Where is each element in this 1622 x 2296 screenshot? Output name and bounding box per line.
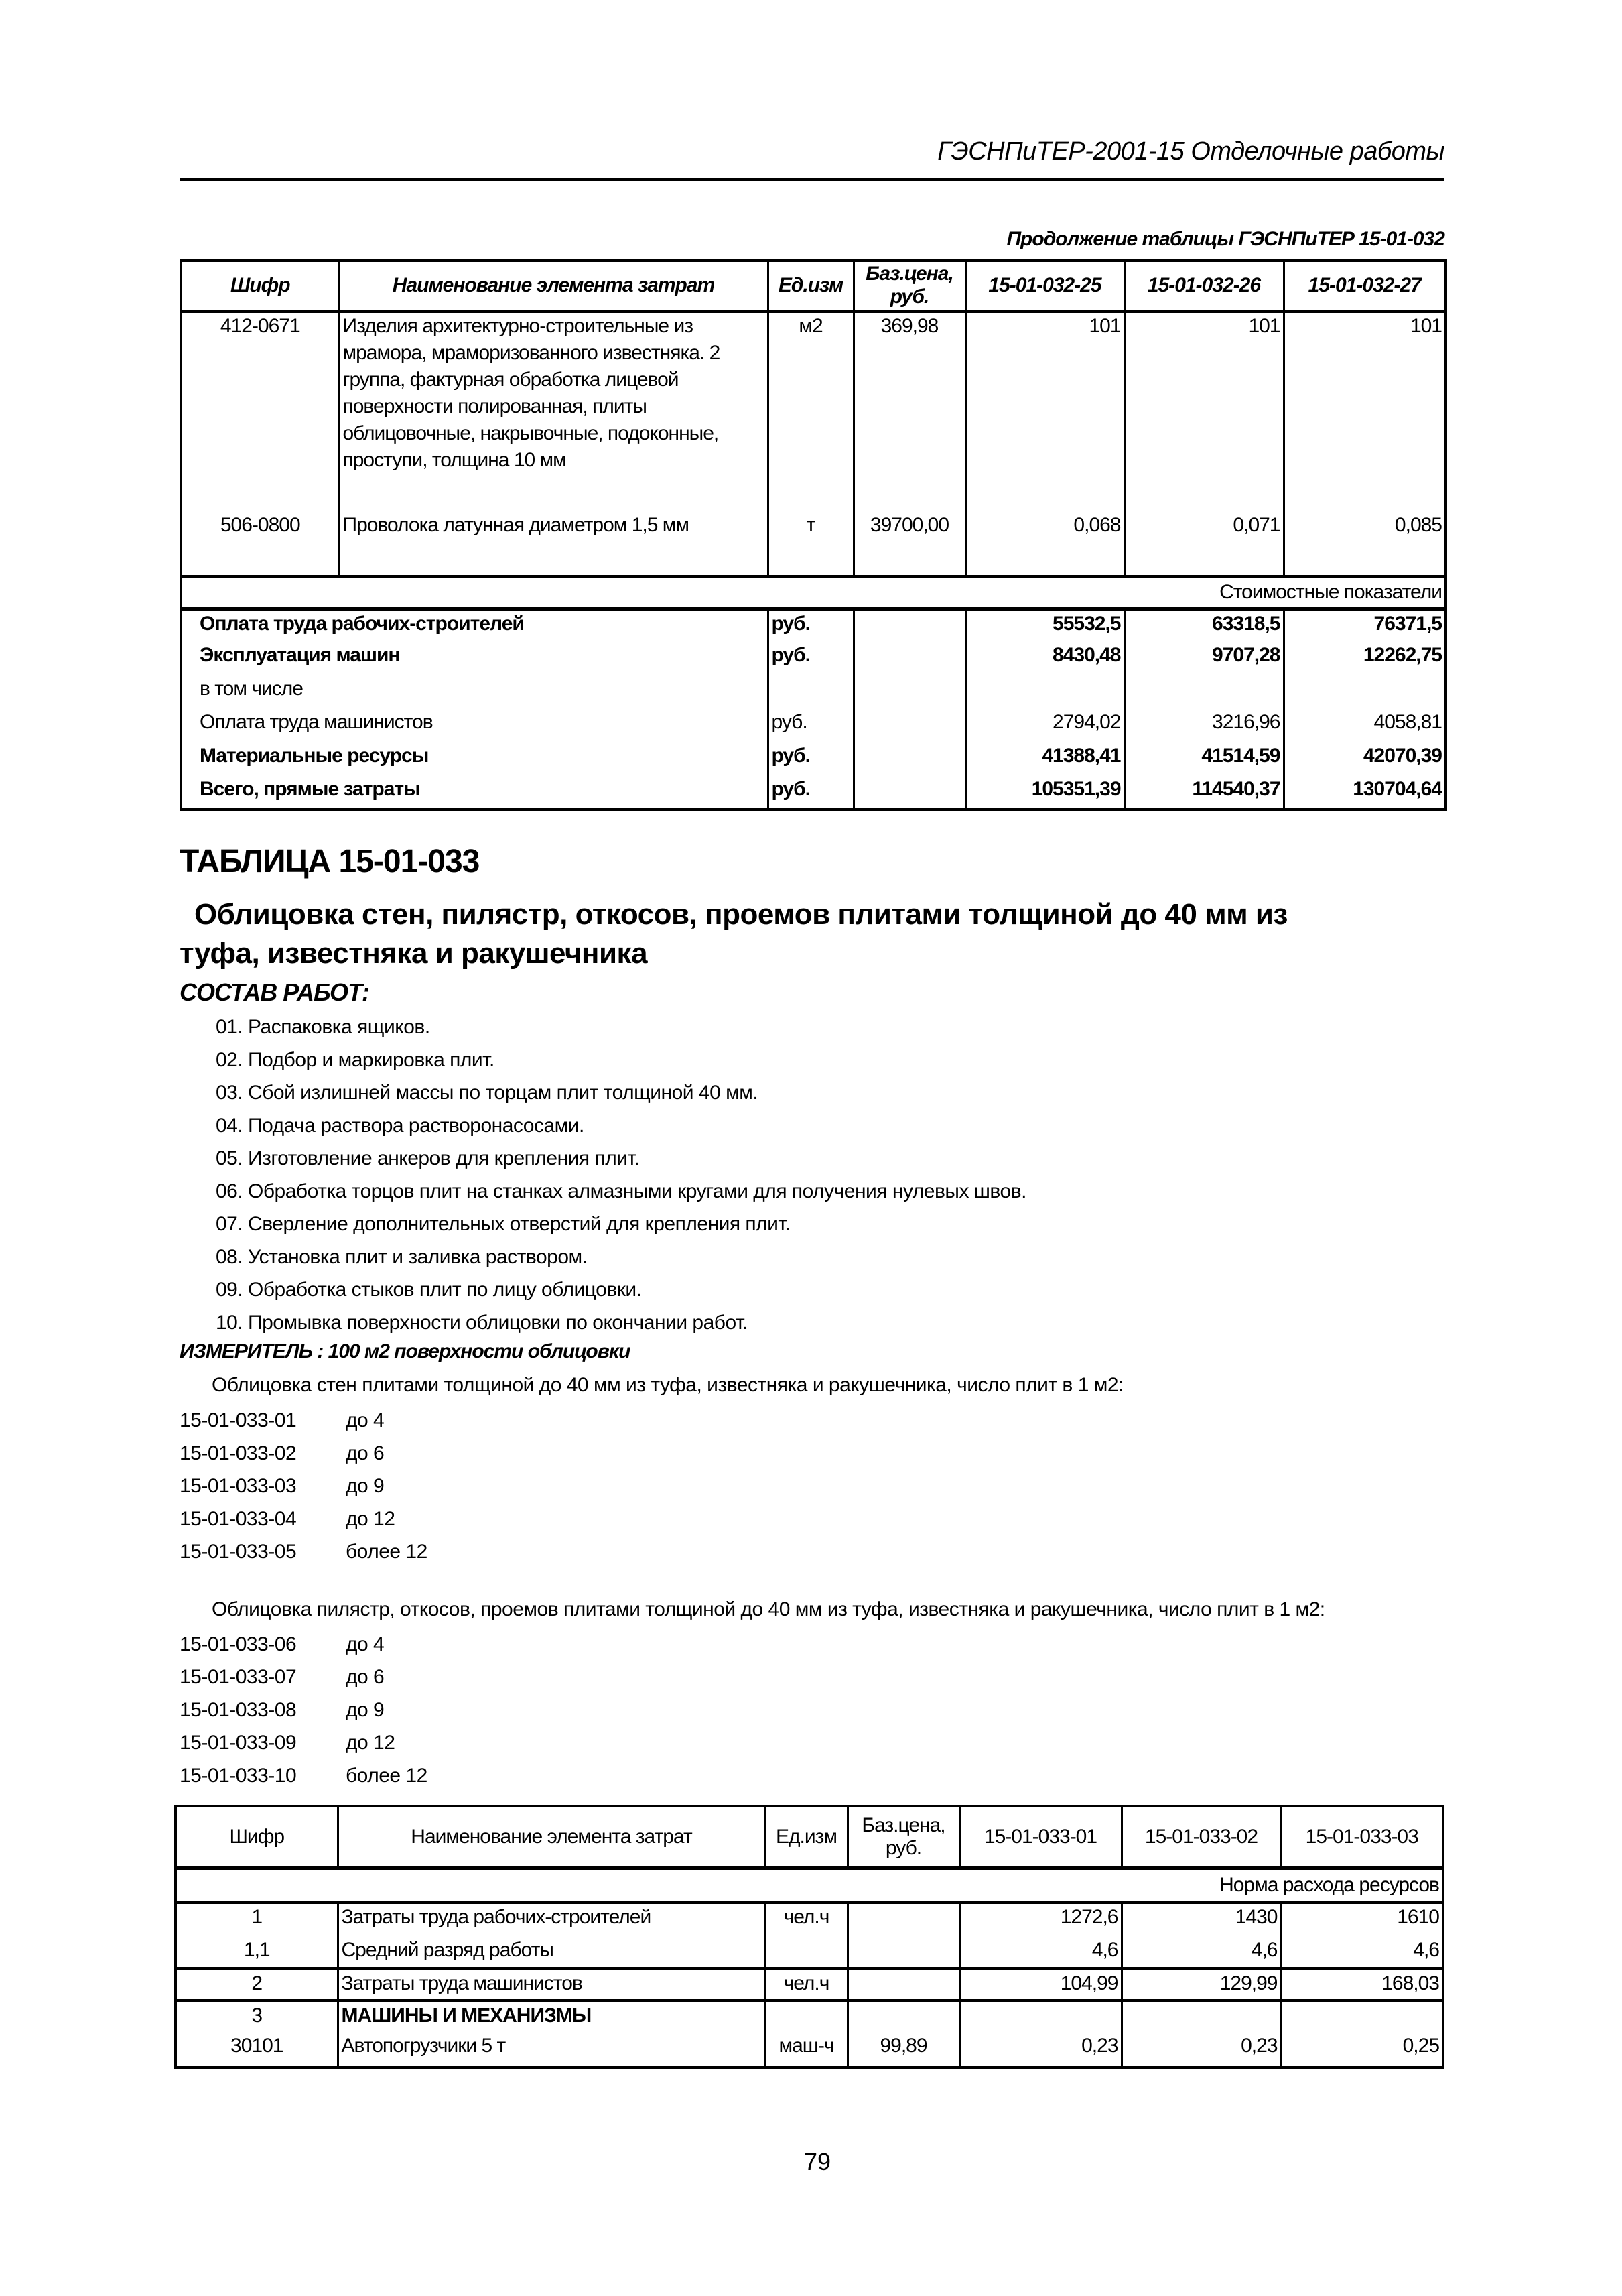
cell-price bbox=[848, 1937, 959, 1968]
col-header: Баз.цена, руб. bbox=[854, 261, 965, 311]
cell-code: 1 bbox=[176, 1902, 338, 1937]
cost-value: 3216,96 bbox=[1124, 709, 1284, 743]
cost-value: 41388,41 bbox=[965, 743, 1124, 776]
cell-unit: м2 bbox=[768, 311, 854, 512]
cost-value: 8430,48 bbox=[965, 642, 1124, 676]
cost-value: 55532,5 bbox=[965, 609, 1124, 642]
cell-unit bbox=[765, 1937, 848, 1968]
work-item: 05. Изготовление анкеров для крепления плит. bbox=[216, 1147, 640, 1169]
code-range: более 12 bbox=[346, 1541, 427, 1563]
col-header: Ед.изм bbox=[768, 261, 854, 311]
cell-value: 129,99 bbox=[1122, 1968, 1281, 2000]
cell-value: 101 bbox=[1284, 311, 1446, 512]
cost-unit: руб. bbox=[768, 609, 854, 642]
cost-value: 105351,39 bbox=[965, 776, 1124, 810]
cost-price bbox=[854, 776, 965, 810]
cell-value: 0,085 bbox=[1284, 512, 1446, 576]
cell-value: 0,23 bbox=[1122, 2033, 1281, 2067]
cell-value bbox=[1281, 2000, 1443, 2033]
col-header: 15-01-032-26 bbox=[1124, 261, 1284, 311]
code: 15-01-033-07 bbox=[180, 1666, 297, 1688]
code-range: до 6 bbox=[346, 1666, 385, 1688]
table-row bbox=[176, 1937, 1443, 1968]
col-header: 15-01-033-02 bbox=[1122, 1806, 1281, 1868]
code: 15-01-033-01 bbox=[180, 1409, 297, 1431]
cell-price: 99,89 bbox=[848, 2033, 959, 2067]
measure-unit: ИЗМЕРИТЕЛЬ : 100 м2 поверхности облицовки bbox=[180, 1340, 630, 1362]
cost-value bbox=[965, 676, 1124, 709]
cell-price bbox=[848, 2000, 959, 2033]
cost-value: 42070,39 bbox=[1284, 743, 1446, 776]
description-pilasters: Облицовка пилястр, откосов, проемов плитами толщиной до 40 мм из туфа, известняка и ракушечника, число плит в 1 м2: bbox=[212, 1598, 1325, 1620]
cost-unit: руб. bbox=[768, 776, 854, 810]
code-range: более 12 bbox=[346, 1765, 427, 1787]
cost-row bbox=[181, 776, 1446, 810]
cost-name: Эксплуатация машин bbox=[181, 642, 768, 676]
cell-unit: чел.ч bbox=[765, 1968, 848, 2000]
cell-price bbox=[848, 1968, 959, 2000]
cost-value: 2794,02 bbox=[965, 709, 1124, 743]
code-item bbox=[180, 1437, 427, 1470]
table-continuation-caption: Продолжение таблицы ГЭСНПиТЕР 15-01-032 bbox=[1006, 228, 1444, 250]
code: 15-01-033-02 bbox=[180, 1442, 297, 1464]
cell-name: Средний разряд работы bbox=[338, 1937, 765, 1968]
table-row bbox=[176, 2000, 1443, 2033]
cost-unit: руб. bbox=[768, 743, 854, 776]
cell-name: Изделия архитектурно-строительные из мрамора, мраморизованного известняка. 2 группа, фактурная обработка лицевой поверхности полированная, плиты облицовочные, накрывочные, подоконные, проступи, толщина 10 мм bbox=[339, 311, 768, 512]
work-item: 01. Распаковка ящиков. bbox=[216, 1016, 430, 1038]
cost-row bbox=[181, 642, 1446, 676]
cost-unit: руб. bbox=[768, 642, 854, 676]
cell-value: 4,6 bbox=[1122, 1937, 1281, 1968]
work-item: 06. Обработка торцов плит на станках алмазными кругами для получения нулевых швов. bbox=[216, 1180, 1026, 1202]
cell-name: Автопогрузчики 5 т bbox=[338, 2033, 765, 2067]
subtitle-line: Облицовка стен, пилястр, откосов, проемов плитами толщиной до 40 мм из bbox=[194, 898, 1288, 931]
cost-value: 63318,5 bbox=[1124, 609, 1284, 642]
cell-code: 1,1 bbox=[176, 1937, 338, 1968]
code-item bbox=[180, 1759, 427, 1792]
codes-list-pilasters bbox=[180, 1628, 427, 1792]
code: 15-01-033-06 bbox=[180, 1633, 297, 1655]
code-item bbox=[180, 1470, 427, 1503]
table-row bbox=[181, 311, 1446, 512]
cell-value: 168,03 bbox=[1281, 1968, 1443, 2000]
code-item bbox=[180, 1535, 427, 1568]
code: 15-01-033-05 bbox=[180, 1541, 297, 1563]
cell-code: 30101 bbox=[176, 2033, 338, 2067]
cost-value: 130704,64 bbox=[1284, 776, 1446, 810]
col-header: Ед.изм bbox=[765, 1806, 848, 1868]
table-row bbox=[181, 512, 1446, 576]
code-item bbox=[180, 1694, 427, 1726]
cell-value: 104,99 bbox=[959, 1968, 1122, 2000]
cell-unit: т bbox=[768, 512, 854, 576]
resource-table-15-01-033 bbox=[174, 1805, 1444, 2069]
cost-price bbox=[854, 676, 965, 709]
cell-unit bbox=[765, 2000, 848, 2033]
cell-name: Затраты труда рабочих-строителей bbox=[338, 1902, 765, 1937]
cell-name: Затраты труда машинистов bbox=[338, 1968, 765, 2000]
col-header: Наименование элемента затрат bbox=[338, 1806, 765, 1868]
cell-name: МАШИНЫ И МЕХАНИЗМЫ bbox=[338, 2000, 765, 2033]
cell-value bbox=[1122, 2000, 1281, 2033]
code-range: до 9 bbox=[346, 1475, 385, 1497]
cell-code: 2 bbox=[176, 1968, 338, 2000]
cost-value: 12262,75 bbox=[1284, 642, 1446, 676]
work-item: 10. Промывка поверхности облицовки по окончании работ. bbox=[216, 1312, 748, 1334]
code-range: до 9 bbox=[346, 1699, 385, 1721]
cell-value: 4,6 bbox=[1281, 1937, 1443, 1968]
code-item bbox=[180, 1503, 427, 1535]
cell-price bbox=[848, 1902, 959, 1937]
cost-row bbox=[181, 676, 1446, 709]
running-header: ГЭСНПиТЕР-2001-15 Отделочные работы bbox=[937, 137, 1444, 166]
code-item bbox=[180, 1628, 427, 1661]
cell-value: 0,25 bbox=[1281, 2033, 1443, 2067]
code: 15-01-033-04 bbox=[180, 1508, 297, 1530]
col-header: 15-01-033-03 bbox=[1281, 1806, 1443, 1868]
work-item: 08. Установка плит и заливка раствором. bbox=[216, 1246, 588, 1268]
work-item: 02. Подбор и маркировка плит. bbox=[216, 1049, 494, 1071]
description-walls: Облицовка стен плитами толщиной до 40 мм из туфа, известняка и ракушечника, число плит в 1 м2: bbox=[212, 1374, 1124, 1396]
code-item bbox=[180, 1404, 427, 1437]
cost-unit: руб. bbox=[768, 709, 854, 743]
cost-price bbox=[854, 609, 965, 642]
code-range: до 4 bbox=[346, 1409, 385, 1431]
cell-price: 39700,00 bbox=[854, 512, 965, 576]
cell-name: Проволока латунная диаметром 1,5 мм bbox=[339, 512, 768, 576]
cell-code: 3 bbox=[176, 2000, 338, 2033]
subtitle-line: туфа, известняка и ракушечника bbox=[180, 937, 648, 970]
work-item: 04. Подача раствора растворонасосами. bbox=[216, 1114, 584, 1137]
cell-value: 101 bbox=[965, 311, 1124, 512]
code-range: до 4 bbox=[346, 1633, 385, 1655]
cost-value: 4058,81 bbox=[1284, 709, 1446, 743]
cost-name: в том числе bbox=[181, 676, 768, 709]
table-header-row bbox=[176, 1806, 1443, 1868]
cost-name: Материальные ресурсы bbox=[181, 743, 768, 776]
code: 15-01-033-10 bbox=[180, 1765, 297, 1787]
cell-value: 1430 bbox=[1122, 1902, 1281, 1937]
cost-name: Оплата труда машинистов bbox=[181, 709, 768, 743]
code-range: до 12 bbox=[346, 1508, 395, 1530]
cost-row bbox=[181, 743, 1446, 776]
col-header: 15-01-032-27 bbox=[1284, 261, 1446, 311]
table-subtitle bbox=[180, 895, 1454, 973]
codes-list-walls bbox=[180, 1404, 427, 1568]
cell-unit: маш-ч bbox=[765, 2033, 848, 2067]
work-item: 09. Обработка стыков плит по лицу облицовки. bbox=[216, 1279, 642, 1301]
work-items-list bbox=[216, 1011, 1026, 1339]
cell-code: 506-0800 bbox=[181, 512, 339, 576]
cell-value bbox=[959, 2000, 1122, 2033]
col-header: 15-01-033-01 bbox=[959, 1806, 1122, 1868]
col-header: 15-01-032-25 bbox=[965, 261, 1124, 311]
cost-price bbox=[854, 642, 965, 676]
cost-unit bbox=[768, 676, 854, 709]
section-label: Норма расхода ресурсов bbox=[176, 1868, 1443, 1902]
code-item bbox=[180, 1726, 427, 1759]
code: 15-01-033-08 bbox=[180, 1699, 297, 1721]
cost-name: Всего, прямые затраты bbox=[181, 776, 768, 810]
col-header: Шифр bbox=[176, 1806, 338, 1868]
col-header: Наименование элемента затрат bbox=[339, 261, 768, 311]
cost-value: 41514,59 bbox=[1124, 743, 1284, 776]
col-header: Баз.цена, руб. bbox=[848, 1806, 959, 1868]
code: 15-01-033-03 bbox=[180, 1475, 297, 1497]
code-item bbox=[180, 1661, 427, 1694]
cost-value: 9707,28 bbox=[1124, 642, 1284, 676]
cost-price bbox=[854, 709, 965, 743]
table-row bbox=[176, 1968, 1443, 2000]
work-item: 07. Сверление дополнительных отверстий для крепления плит. bbox=[216, 1213, 791, 1235]
cell-value: 1272,6 bbox=[959, 1902, 1122, 1937]
table-header-row bbox=[181, 261, 1446, 311]
section-row bbox=[181, 576, 1446, 609]
code-range: до 12 bbox=[346, 1732, 395, 1754]
cost-name: Оплата труда рабочих-строителей bbox=[181, 609, 768, 642]
section-label: Стоимостные показатели bbox=[181, 576, 1446, 609]
cell-unit: чел.ч bbox=[765, 1902, 848, 1937]
table-row bbox=[176, 1902, 1443, 1937]
cell-value: 1610 bbox=[1281, 1902, 1443, 1937]
section-row bbox=[176, 1868, 1443, 1902]
page-number: 79 bbox=[804, 2148, 831, 2175]
cost-value: 76371,5 bbox=[1284, 609, 1446, 642]
cell-price: 369,98 bbox=[854, 311, 965, 512]
cost-row bbox=[181, 609, 1446, 642]
cell-value: 0,068 bbox=[965, 512, 1124, 576]
cell-value: 101 bbox=[1124, 311, 1284, 512]
resource-table-15-01-032 bbox=[180, 259, 1447, 811]
header-rule bbox=[180, 178, 1444, 181]
cost-row bbox=[181, 709, 1446, 743]
cell-code: 412-0671 bbox=[181, 311, 339, 512]
code: 15-01-033-09 bbox=[180, 1732, 297, 1754]
cost-value: 114540,37 bbox=[1124, 776, 1284, 810]
cell-value: 4,6 bbox=[959, 1937, 1122, 1968]
table-row bbox=[176, 2033, 1443, 2067]
cost-price bbox=[854, 743, 965, 776]
col-header: Шифр bbox=[181, 261, 339, 311]
cost-value bbox=[1284, 676, 1446, 709]
code-range: до 6 bbox=[346, 1442, 385, 1464]
table-title: ТАБЛИЦА 15-01-033 bbox=[180, 844, 480, 879]
work-composition-heading: СОСТАВ РАБОТ: bbox=[180, 978, 369, 1006]
work-item: 03. Сбой излишней массы по торцам плит толщиной 40 мм. bbox=[216, 1082, 758, 1104]
cell-value: 0,23 bbox=[959, 2033, 1122, 2067]
cell-value: 0,071 bbox=[1124, 512, 1284, 576]
cost-value bbox=[1124, 676, 1284, 709]
